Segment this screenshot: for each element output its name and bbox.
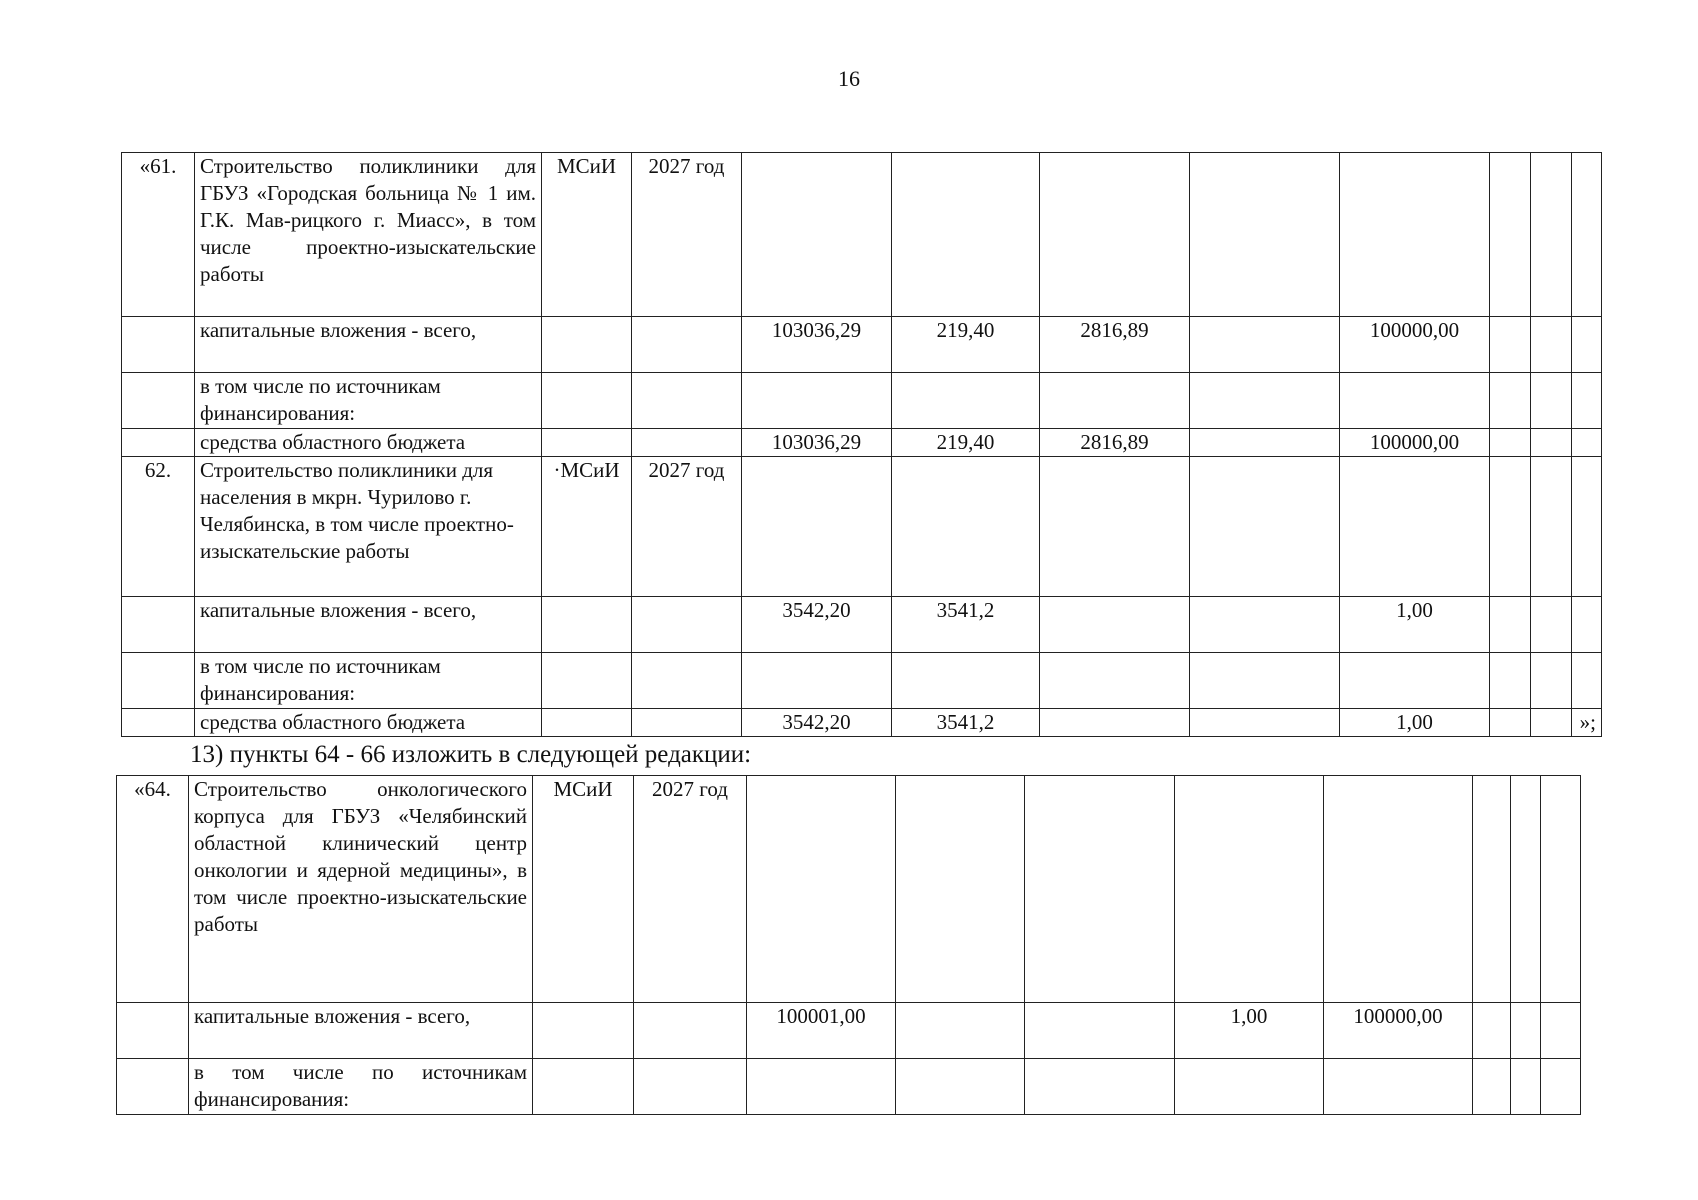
amount-cell bbox=[1340, 153, 1490, 317]
amount-cell: 2816,89 bbox=[1040, 317, 1190, 373]
amount-cell bbox=[1025, 1003, 1175, 1059]
amount-cell: 103036,29 bbox=[742, 429, 892, 457]
amount-cell bbox=[1324, 1059, 1473, 1115]
amendment-text: 13) пункты 64 - 66 изложить в следующей редакции: bbox=[190, 741, 752, 768]
amount-cell bbox=[1040, 457, 1190, 597]
empty-cell bbox=[1531, 317, 1572, 373]
item-number bbox=[122, 429, 195, 457]
amount-cell: 3541,2 bbox=[892, 597, 1040, 653]
item-number: 62. bbox=[122, 457, 195, 597]
amount-cell bbox=[1040, 373, 1190, 429]
amount-cell: 2816,89 bbox=[1040, 429, 1190, 457]
row-end-mark bbox=[1572, 597, 1602, 653]
amount-cell bbox=[1340, 373, 1490, 429]
amount-cell bbox=[892, 373, 1040, 429]
empty-cell bbox=[1541, 1003, 1581, 1059]
row-end-mark bbox=[1572, 457, 1602, 597]
item-number bbox=[122, 709, 195, 737]
table-row bbox=[117, 1003, 1581, 1059]
amount-cell bbox=[1040, 597, 1190, 653]
item-description: капитальные вложения - всего, bbox=[195, 597, 542, 653]
year-cell bbox=[632, 597, 742, 653]
item-number bbox=[122, 653, 195, 709]
executor-cell bbox=[542, 597, 632, 653]
empty-cell bbox=[1531, 373, 1572, 429]
empty-cell bbox=[1473, 776, 1511, 1003]
row-end-mark: »; bbox=[1572, 709, 1602, 737]
amount-cell bbox=[896, 1059, 1025, 1115]
amount-cell bbox=[1175, 776, 1324, 1003]
executor-cell bbox=[533, 1003, 634, 1059]
item-number: «64. bbox=[117, 776, 189, 1003]
item-description: средства областного бюджета bbox=[195, 709, 542, 737]
row-end-mark bbox=[1572, 317, 1602, 373]
year-cell bbox=[632, 709, 742, 737]
amount-cell: 100001,00 bbox=[747, 1003, 896, 1059]
item-description: Строительство поликлиники для населения в мкрн. Чурилово г. Челябинска, в том числе проектно-изыскательские работы bbox=[195, 457, 542, 597]
item-number bbox=[117, 1059, 189, 1115]
empty-cell bbox=[1541, 1059, 1581, 1115]
item-description: в том числе по источникам финансирования: bbox=[189, 1059, 533, 1115]
amount-cell bbox=[1040, 709, 1190, 737]
item-number bbox=[122, 317, 195, 373]
amount-cell bbox=[1040, 153, 1190, 317]
amount-cell bbox=[892, 153, 1040, 317]
amount-cell: 100000,00 bbox=[1340, 429, 1490, 457]
empty-cell bbox=[1490, 153, 1531, 317]
program-table-part-2 bbox=[116, 775, 1581, 1115]
executor-cell bbox=[542, 429, 632, 457]
executor-cell: ·МСиИ bbox=[542, 457, 632, 597]
amount-cell bbox=[742, 457, 892, 597]
year-cell bbox=[634, 1003, 747, 1059]
empty-cell bbox=[1531, 457, 1572, 597]
executor-cell bbox=[542, 653, 632, 709]
amount-cell bbox=[1190, 153, 1340, 317]
row-end-mark bbox=[1572, 653, 1602, 709]
amount-cell bbox=[747, 1059, 896, 1115]
executor-cell bbox=[542, 373, 632, 429]
amount-cell bbox=[742, 153, 892, 317]
empty-cell bbox=[1511, 1059, 1541, 1115]
executor-cell bbox=[542, 317, 632, 373]
amount-cell bbox=[1190, 373, 1340, 429]
row-end-mark bbox=[1572, 373, 1602, 429]
amount-cell: 100000,00 bbox=[1324, 1003, 1473, 1059]
amount-cell bbox=[1190, 597, 1340, 653]
executor-cell: МСиИ bbox=[542, 153, 632, 317]
amount-cell bbox=[1340, 653, 1490, 709]
empty-cell bbox=[1490, 457, 1531, 597]
empty-cell bbox=[1490, 429, 1531, 457]
table-row bbox=[122, 317, 1602, 373]
table-row bbox=[117, 776, 1581, 1003]
empty-cell bbox=[1531, 429, 1572, 457]
year-cell bbox=[634, 1059, 747, 1115]
table-row bbox=[117, 1059, 1581, 1115]
table-row bbox=[122, 457, 1602, 597]
amount-cell: 3542,20 bbox=[742, 709, 892, 737]
empty-cell bbox=[1531, 709, 1572, 737]
item-description: Строительство поликлиники для ГБУЗ «Городская больница № 1 им. Г.К. Мав-рицкого г. Миасс», в том числе проектно-изыскательские работы bbox=[195, 153, 542, 317]
amount-cell bbox=[1190, 709, 1340, 737]
amount-cell bbox=[1025, 1059, 1175, 1115]
item-number bbox=[122, 373, 195, 429]
item-description: в том числе по источникам финансирования: bbox=[195, 653, 542, 709]
item-description: Строительство онкологического корпуса для ГБУЗ «Челябинский областной клинический центр онкологии и ядерной медицины», в том числе проектно-изыскательские работы bbox=[189, 776, 533, 1003]
table-row bbox=[122, 373, 1602, 429]
executor-cell bbox=[542, 709, 632, 737]
item-description: средства областного бюджета bbox=[195, 429, 542, 457]
executor-cell bbox=[533, 1059, 634, 1115]
amount-cell bbox=[1190, 457, 1340, 597]
empty-cell bbox=[1490, 373, 1531, 429]
empty-cell bbox=[1511, 776, 1541, 1003]
empty-cell bbox=[1531, 597, 1572, 653]
year-cell bbox=[632, 373, 742, 429]
item-description: в том числе по источникам финансирования: bbox=[195, 373, 542, 429]
empty-cell bbox=[1511, 1003, 1541, 1059]
year-cell: 2027 год bbox=[634, 776, 747, 1003]
year-cell bbox=[632, 429, 742, 457]
amount-cell bbox=[1190, 429, 1340, 457]
amount-cell bbox=[1040, 653, 1190, 709]
item-number: «61. bbox=[122, 153, 195, 317]
page-number: 16 bbox=[838, 66, 860, 91]
amount-cell: 219,40 bbox=[892, 317, 1040, 373]
table-row bbox=[122, 429, 1602, 457]
empty-cell bbox=[1473, 1059, 1511, 1115]
empty-cell bbox=[1490, 597, 1531, 653]
amount-cell bbox=[1324, 776, 1473, 1003]
amount-cell: 3542,20 bbox=[742, 597, 892, 653]
year-cell bbox=[632, 317, 742, 373]
item-description: капитальные вложения - всего, bbox=[189, 1003, 533, 1059]
empty-cell bbox=[1490, 709, 1531, 737]
amount-cell: 219,40 bbox=[892, 429, 1040, 457]
amount-cell bbox=[896, 1003, 1025, 1059]
item-number bbox=[122, 597, 195, 653]
empty-cell bbox=[1531, 153, 1572, 317]
table-row bbox=[122, 709, 1602, 737]
amount-cell bbox=[1190, 653, 1340, 709]
empty-cell bbox=[1473, 1003, 1511, 1059]
amount-cell bbox=[1025, 776, 1175, 1003]
table-row bbox=[122, 653, 1602, 709]
program-table-part-1 bbox=[121, 152, 1602, 737]
year-cell bbox=[632, 653, 742, 709]
amount-cell bbox=[1175, 1059, 1324, 1115]
year-cell: 2027 год bbox=[632, 153, 742, 317]
amount-cell bbox=[1190, 317, 1340, 373]
item-number bbox=[117, 1003, 189, 1059]
amount-cell bbox=[1340, 457, 1490, 597]
empty-cell bbox=[1490, 653, 1531, 709]
amount-cell: 100000,00 bbox=[1340, 317, 1490, 373]
amount-cell: 1,00 bbox=[1340, 709, 1490, 737]
amount-cell bbox=[892, 653, 1040, 709]
table-row bbox=[122, 153, 1602, 317]
amount-cell: 1,00 bbox=[1340, 597, 1490, 653]
amount-cell bbox=[747, 776, 896, 1003]
row-end-mark bbox=[1572, 153, 1602, 317]
amount-cell bbox=[742, 373, 892, 429]
amount-cell bbox=[896, 776, 1025, 1003]
empty-cell bbox=[1541, 776, 1581, 1003]
row-end-mark bbox=[1572, 429, 1602, 457]
executor-cell: МСиИ bbox=[533, 776, 634, 1003]
amount-cell: 103036,29 bbox=[742, 317, 892, 373]
empty-cell bbox=[1490, 317, 1531, 373]
empty-cell bbox=[1531, 653, 1572, 709]
year-cell: 2027 год bbox=[632, 457, 742, 597]
table-row bbox=[122, 597, 1602, 653]
item-description: капитальные вложения - всего, bbox=[195, 317, 542, 373]
amount-cell: 3541,2 bbox=[892, 709, 1040, 737]
amount-cell bbox=[742, 653, 892, 709]
amount-cell bbox=[892, 457, 1040, 597]
amount-cell: 1,00 bbox=[1175, 1003, 1324, 1059]
